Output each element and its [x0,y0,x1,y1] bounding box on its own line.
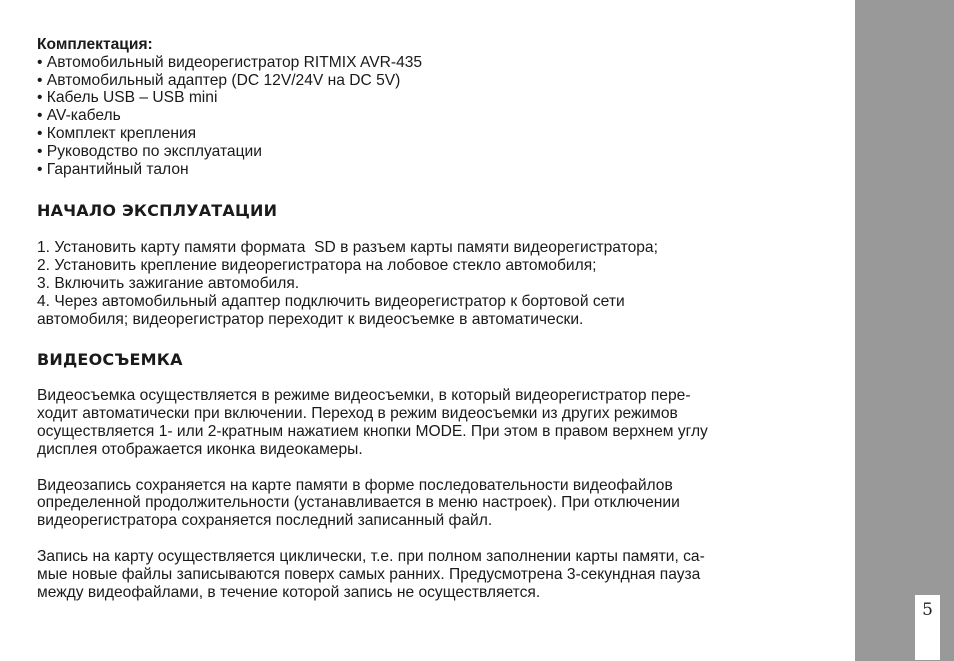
text-line: мые новые файлы записываются поверх самых ранних. Предусмотрена 3-секундная пауза [37,565,701,583]
video-paragraph-3 [37,548,837,601]
paragraph-gap [37,459,837,477]
text-line: ходит автоматически при включении. Переход в режим видеосъемки из других режимов [37,405,678,423]
text-line: между видеофайлами, в течение которой запись не осуществляется. [37,583,541,601]
text-line: видеорегистратора сохраняется последний записанный файл. [37,512,493,530]
text-line: осуществляется 1- или 2-кратным нажатием кнопки MODE. При этом в правом верхнем углу [37,422,708,440]
list-item: • Автомобильный адаптер (DC 12V/24V на DC 5V) [37,72,837,90]
text-line: дисплея отображается иконка видеокамеры. [37,440,363,458]
step-line: 2. Установить крепление видеорегистратора на лобовое стекло автомобиля; [37,257,597,275]
section-title-video: ВИДЕОСЪЕМКА [37,350,183,370]
list-item: • Гарантийный талон [37,161,837,179]
text-line: определенной продолжительности (устанавливается в меню настроек). При отключении [37,494,680,512]
text-line: Видеозапись сохраняется на карте памяти в форме последовательности видеофайлов [37,476,673,494]
page-content [37,36,837,601]
page-number: 5 [915,595,940,660]
text-line: Запись на карту осуществляется циклически, т.е. при полном заполнении карты памяти, са- [37,547,705,565]
section-title-start: НАЧАЛО ЭКСПЛУАТАЦИИ [37,201,278,221]
list-item: • Комплект крепления [37,125,837,143]
kit-title: Комплектация: [37,36,153,53]
video-paragraph-2 [37,477,837,530]
list-item: • Кабель USB – USB mini [37,89,837,107]
paragraph-gap [37,530,837,548]
list-item: • Руководство по эксплуатации [37,143,837,161]
text-line: Видеосъемка осуществляется в режиме видеосъемки, в который видеорегистратор пере- [37,387,691,405]
step-line: 4. Через автомобильный адаптер подключить видеорегистратор к бортовой сети [37,292,625,310]
step-line: 1. Установить карту памяти формата SD в разъем карты памяти видеорегистратора; [37,239,658,257]
video-paragraph-1 [37,387,837,458]
step-line: 3. Включить зажигание автомобиля. [37,274,300,292]
start-steps [37,239,837,328]
list-item: • Автомобильный видеорегистратор RITMIX AVR-435 [37,54,837,72]
step-line: автомобиля; видеорегистратор переходит к видеосъемке в автоматически. [37,310,584,328]
kit-list [37,54,837,179]
list-item: • AV-кабель [37,107,837,125]
page-side-bar [855,0,954,661]
